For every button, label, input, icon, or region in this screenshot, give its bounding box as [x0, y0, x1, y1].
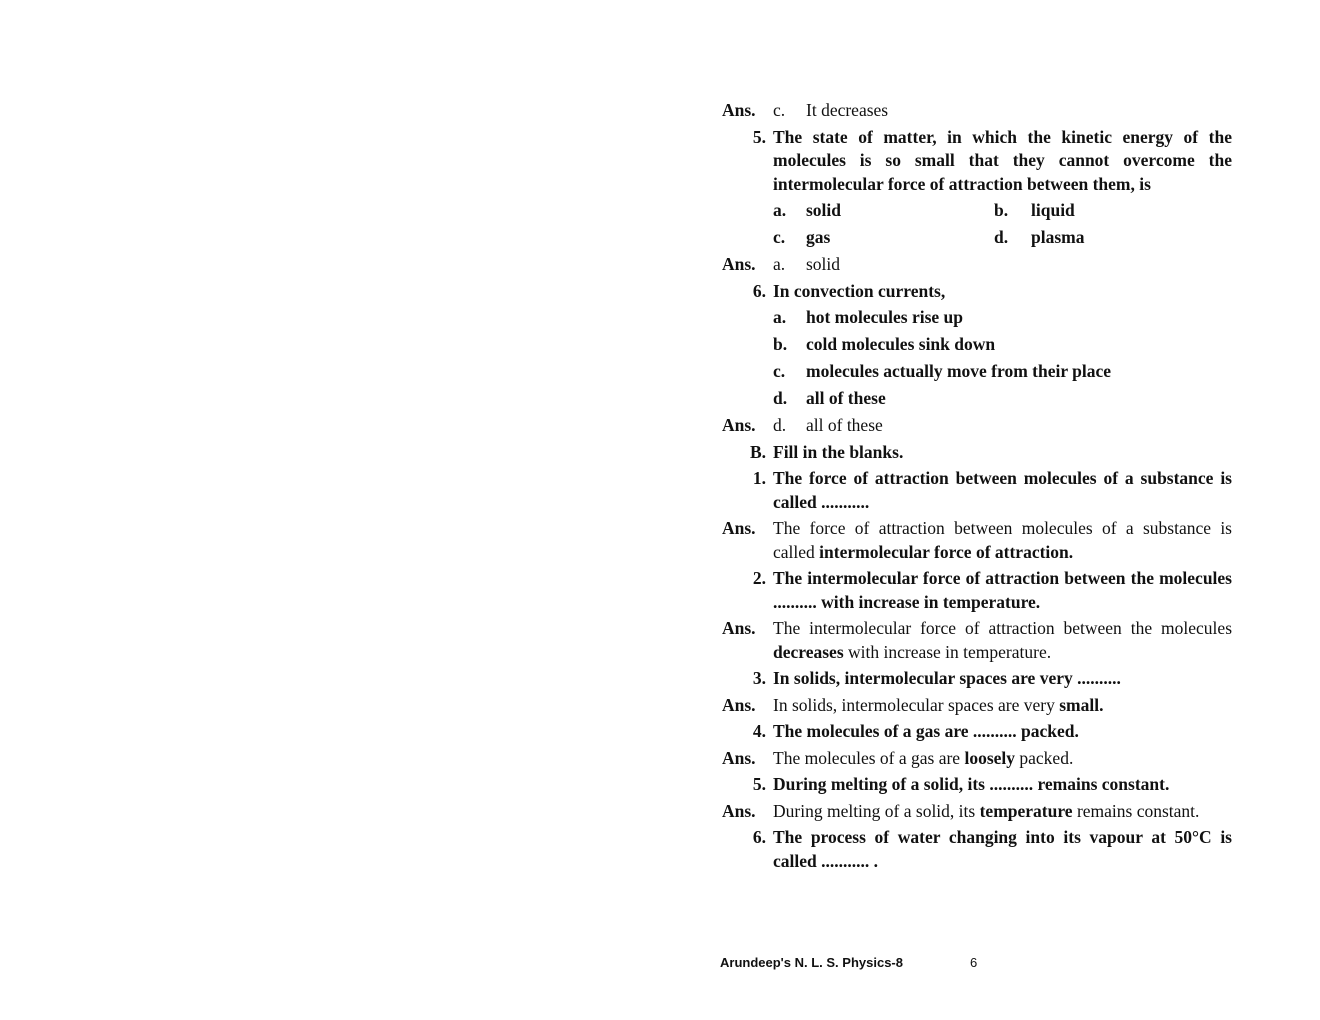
option-text: gas [806, 227, 831, 247]
option-row [722, 226, 1232, 250]
question-number: 4. [752, 721, 766, 741]
answer-option-letter: d. [773, 415, 787, 435]
text: The molecules of a gas are .......... packed. [773, 721, 1079, 741]
option-letter: a. [773, 307, 787, 327]
answer-label: Ans. [722, 618, 756, 638]
answer-label: Ans. [722, 100, 756, 120]
answer [722, 694, 1232, 718]
text: The force of attraction between molecules of a substance is called ........... [773, 468, 1232, 512]
option-text: plasma [1031, 227, 1085, 247]
answer [722, 617, 1232, 664]
text: In convection currents, [773, 280, 946, 301]
option-letter: b. [994, 200, 1009, 220]
question [722, 441, 1232, 465]
option-row [722, 306, 1232, 330]
answer-label: Ans. [722, 747, 756, 768]
text: packed. [1015, 747, 1074, 768]
text: The molecules of a gas are [773, 747, 965, 768]
answer-keyword: loosely [964, 747, 1016, 768]
question [722, 280, 1232, 304]
option-text: liquid [1031, 200, 1075, 220]
question-number: B. [749, 441, 766, 462]
text: The intermolecular force of attraction between the molecules [773, 618, 1232, 638]
answer-keyword: decreases [773, 641, 844, 662]
question [722, 467, 1232, 514]
option-letter: d. [773, 388, 788, 408]
question-number: 6. [752, 280, 766, 301]
text: all of these [806, 415, 883, 435]
text: remains constant. [1072, 800, 1200, 821]
text: with increase in temperature. [843, 641, 1052, 662]
text: The state of matter, in which the kinetic energy of the molecules is so small that they cannot overcome the intermolecular force of attraction between them, is [773, 126, 1232, 194]
question-number: 6. [752, 827, 766, 847]
answer-keyword: small. [1059, 694, 1104, 715]
book-title: Arundeep's N. L. S. Physics-8 [720, 955, 903, 970]
question [722, 667, 1232, 691]
page-footer [720, 955, 978, 970]
text: In solids, intermolecular spaces are very .......... [773, 668, 1121, 688]
answer-label: Ans. [722, 694, 756, 715]
text: The force of attraction between molecules of a substance is called [773, 518, 1232, 562]
option-row [722, 360, 1232, 384]
answer-keyword: intermolecular force of attraction. [819, 541, 1074, 562]
question-number: 5. [752, 774, 766, 794]
text: The intermolecular force of attraction between the molecules .......... with increase in temperature. [773, 568, 1232, 612]
answer-option-letter: a. [773, 254, 786, 274]
answer-label: Ans. [722, 254, 756, 274]
option-letter: c. [773, 227, 786, 247]
answer [722, 99, 1232, 123]
question [722, 826, 1232, 873]
text: It decreases [806, 100, 889, 120]
text: During melting of a solid, its [773, 800, 980, 821]
answer-option-letter: c. [773, 100, 786, 120]
option-text: hot molecules rise up [806, 307, 964, 327]
text: In solids, intermolecular spaces are very [773, 694, 1060, 715]
option-letter: b. [773, 334, 788, 354]
text: solid [806, 254, 841, 274]
text: The process of water changing into its vapour at 50°C is called ........... . [773, 827, 1232, 871]
text: Fill in the blanks. [773, 441, 904, 462]
question-number: 2. [752, 568, 766, 588]
option-row [722, 199, 1232, 223]
question-number: 3. [752, 668, 766, 688]
answer [722, 414, 1232, 438]
answer-label: Ans. [722, 415, 756, 435]
option-text: molecules actually move from their place [806, 361, 1112, 381]
page-content [722, 99, 1232, 876]
option-text: cold molecules sink down [806, 334, 996, 354]
answer [722, 800, 1232, 824]
option-letter: d. [994, 227, 1009, 247]
question-number: 5. [752, 126, 766, 147]
answer-keyword: temperature [979, 800, 1073, 821]
question [722, 567, 1232, 614]
option-row [722, 387, 1232, 411]
answer-label: Ans. [722, 800, 756, 821]
option-letter: c. [773, 361, 786, 381]
option-row [722, 333, 1232, 357]
question-number: 1. [752, 468, 766, 488]
option-text: all of these [806, 388, 886, 408]
question [722, 126, 1232, 197]
option-letter: a. [773, 200, 787, 220]
answer [722, 747, 1232, 771]
question [722, 720, 1232, 744]
option-text: solid [806, 200, 842, 220]
text: During melting of a solid, its .......... remains constant. [773, 774, 1170, 794]
question [722, 773, 1232, 797]
page-number: 6 [970, 955, 978, 970]
answer [722, 517, 1232, 564]
answer-label: Ans. [722, 518, 756, 538]
answer [722, 253, 1232, 277]
